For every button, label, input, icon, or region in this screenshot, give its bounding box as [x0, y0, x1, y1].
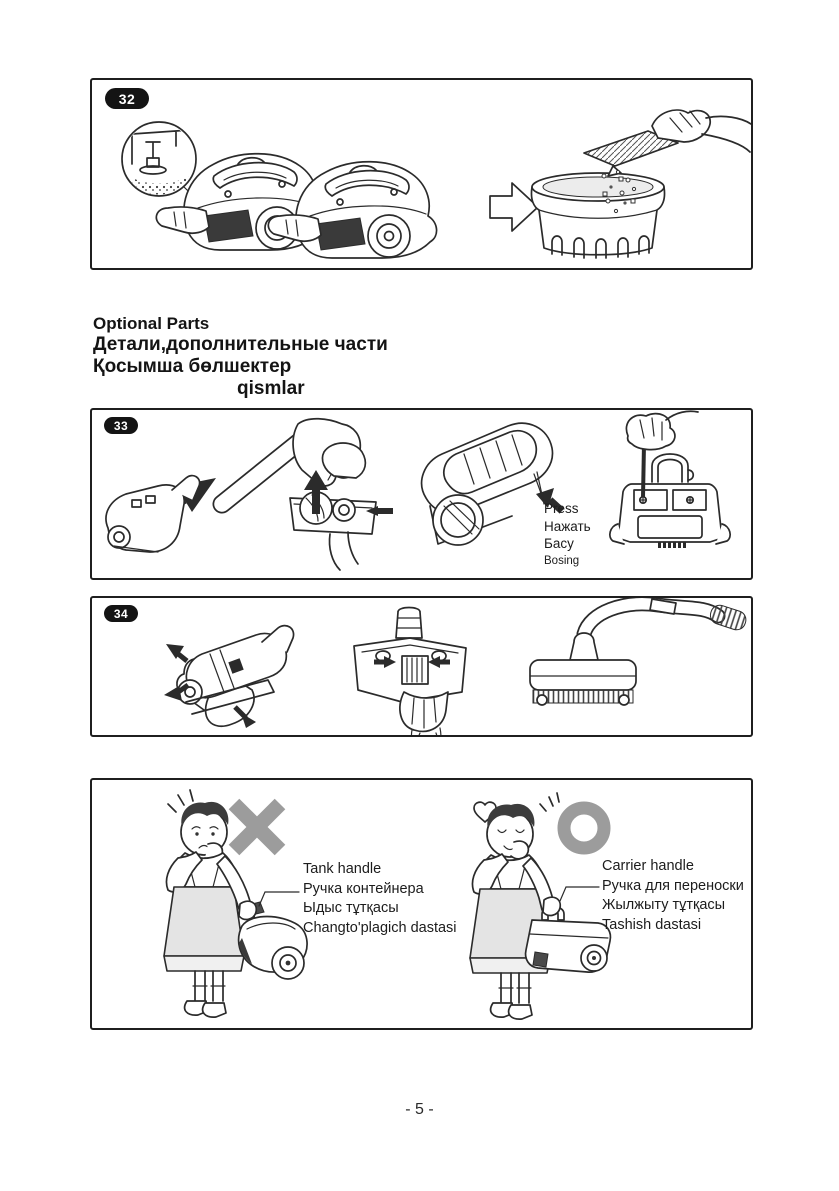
optional-parts-heading	[93, 313, 388, 400]
heading-kazakh: Қосымша бөлшектер	[93, 356, 292, 377]
tank-handle-label-ru: Ручка контейнера	[303, 880, 424, 897]
wrong-mark-x-icon	[234, 804, 280, 850]
panel-carry-handles	[90, 778, 753, 1030]
person-correct-carry-illustration	[470, 793, 610, 1019]
carrier-handle-label-block	[602, 857, 744, 935]
step-34-illustration	[92, 598, 751, 735]
carrier-handle-label-uz: Tashish dastasi	[602, 916, 702, 933]
carrier-handle-label-ru: Ручка для переноски	[602, 877, 744, 894]
press-label-en: Press	[544, 501, 579, 516]
step-32-illustration	[92, 80, 751, 268]
screwdriver-appliance-illustration	[610, 411, 730, 548]
turbo-brush-with-hose-illustration	[530, 599, 748, 705]
step-badge-34: 34	[104, 605, 138, 622]
brush-underside-illustration	[354, 608, 466, 736]
page-number: - 5 -	[405, 1101, 434, 1118]
tank-handle-leader-line	[259, 892, 299, 906]
person-wrong-carry-illustration	[164, 790, 307, 1017]
panel-step-32	[90, 78, 753, 270]
trash-bin-illustration	[531, 173, 664, 258]
carrier-handle-label-en: Carrier handle	[602, 858, 694, 874]
heading-russian: Детали,дополнительные части	[93, 334, 388, 355]
tank-handle-label-en: Tank handle	[303, 861, 382, 877]
heading-uzbek: qismlar	[237, 378, 305, 399]
correct-mark-o-icon	[564, 808, 604, 848]
turbo-brush-press-illustration	[422, 423, 562, 545]
press-label-kk: Басу	[544, 536, 574, 551]
panel-step-34	[90, 596, 753, 737]
press-label-ru: Нажать	[544, 518, 591, 534]
step-33-illustration	[92, 410, 751, 578]
press-label-uz: Bosing	[544, 554, 580, 567]
step-badge-33: 33	[104, 417, 138, 434]
press-label-block	[544, 500, 591, 570]
mini-turbo-brush-illustration	[106, 430, 312, 552]
tank-handle-label-uz: Changto'plagich dastasi	[303, 919, 457, 936]
panel-step-33	[90, 408, 753, 580]
carrier-handle-leader-line	[560, 887, 599, 901]
brush-belt-change-illustration	[164, 626, 294, 728]
carrier-handle-label-kk: Жылжыту тұтқасы	[602, 897, 726, 913]
step-badge-32: 32	[105, 88, 149, 109]
tank-handle-label-kk: Ыдыс тұтқасы	[303, 900, 399, 916]
brush-roller-removal-illustration	[290, 419, 393, 570]
tank-handle-label-block	[303, 860, 457, 938]
heading-english: Optional Parts	[93, 314, 210, 333]
